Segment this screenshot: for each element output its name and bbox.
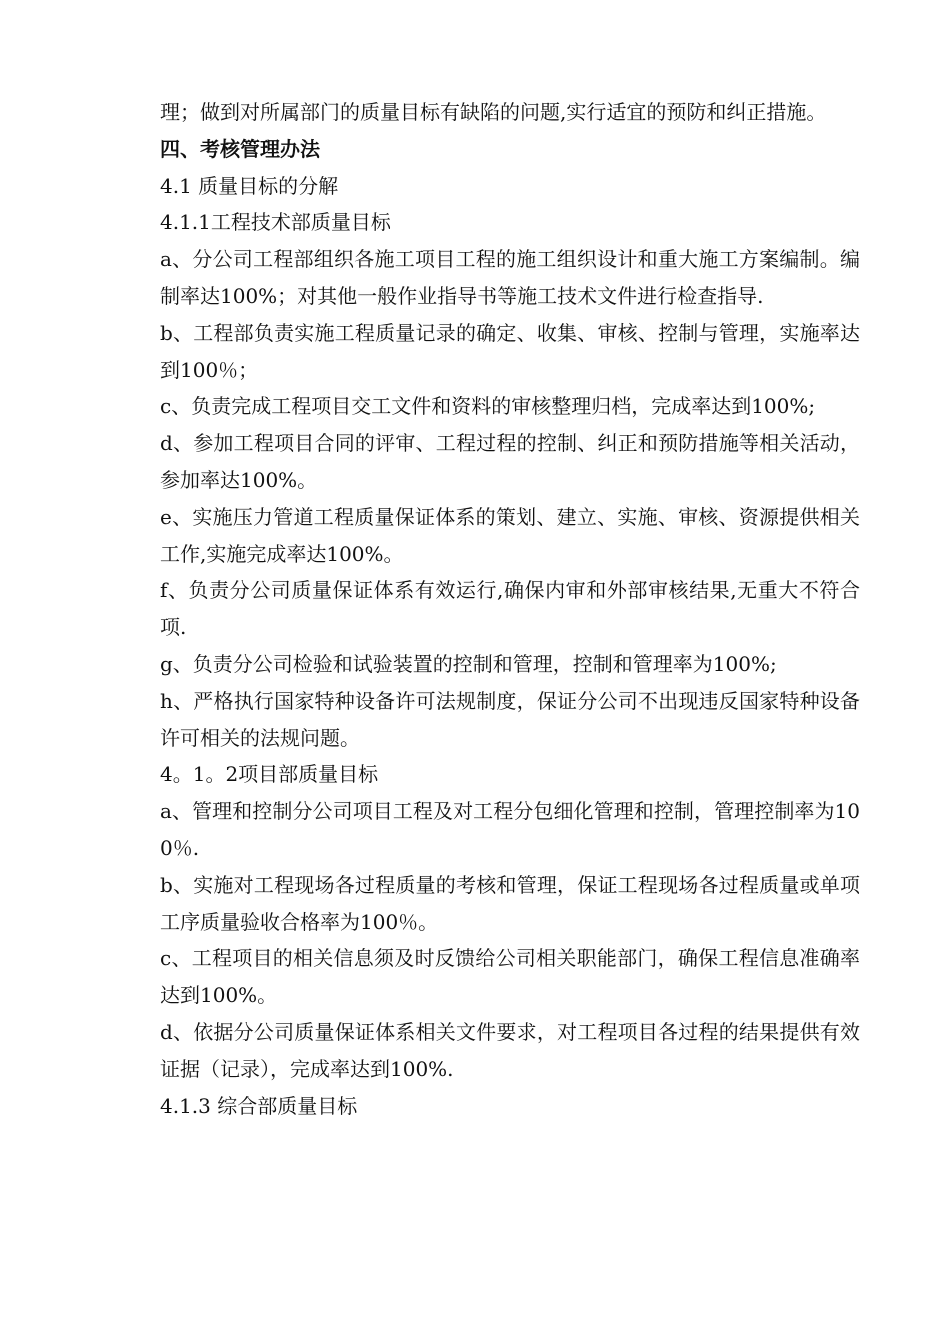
list-item: g、负责分公司检验和试验装置的控制和管理，控制和管理率为100%;: [160, 651, 777, 676]
subsection-title: 4.1.3 综合部质量目标: [160, 1093, 358, 1118]
list-item: c、负责完成工程项目交工文件和资料的审核整理归档，完成率达到100%;: [160, 394, 816, 419]
list-item: e、实施压力管道工程质量保证体系的策划、建立、实施、审核、资源提供相关工作,实施完成率达100%。: [160, 504, 860, 566]
list-item: b、实施对工程现场各过程质量的考核和管理，保证工程现场各过程质量或单项工序质量验收合格率为100％。: [160, 872, 860, 934]
list-item: c、工程项目的相关信息须及时反馈给公司相关职能部门，确保工程信息准确率达到100%。: [160, 946, 860, 1008]
subsection-title: 4.1.1工程技术部质量目标: [160, 210, 391, 235]
subsection-title: 4。1。2项目部质量目标: [160, 762, 379, 787]
section-heading: 四、考核管理办法: [160, 136, 320, 161]
document-page: [160, 94, 860, 1124]
list-item: b、工程部负责实施工程质量记录的确定、收集、审核、控制与管理，实施率达到100％；: [160, 320, 860, 382]
list-item: a、管理和控制分公司项目工程及对工程分包细化管理和控制，管理控制率为100％.: [160, 799, 860, 860]
list-item: d、依据分公司质量保证体系相关文件要求，对工程项目各过程的结果提供有效证据（记录），完成率达到100%.: [160, 1019, 860, 1081]
list-item: a、分公司工程部组织各施工项目工程的施工组织设计和重大施工方案编制。编制率达100%；对其他一般作业指导书等施工技术文件进行检查指导.: [160, 247, 860, 308]
list-item: d、参加工程项目合同的评审、工程过程的控制、纠正和预防措施等相关活动，参加率达100%。: [160, 431, 860, 492]
paragraph-continuation: 理；做到对所属部门的质量目标有缺陷的问题,实行适宜的预防和纠正措施。: [160, 100, 827, 124]
list-item: f、负责分公司质量保证体系有效运行,确保内审和外部审核结果,无重大不符合项.: [160, 578, 860, 640]
subsection-title: 4.1 质量目标的分解: [160, 173, 339, 198]
list-item: h、严格执行国家特种设备许可法规制度，保证分公司不出现违反国家特种设备许可相关的法规问题。: [160, 688, 860, 750]
